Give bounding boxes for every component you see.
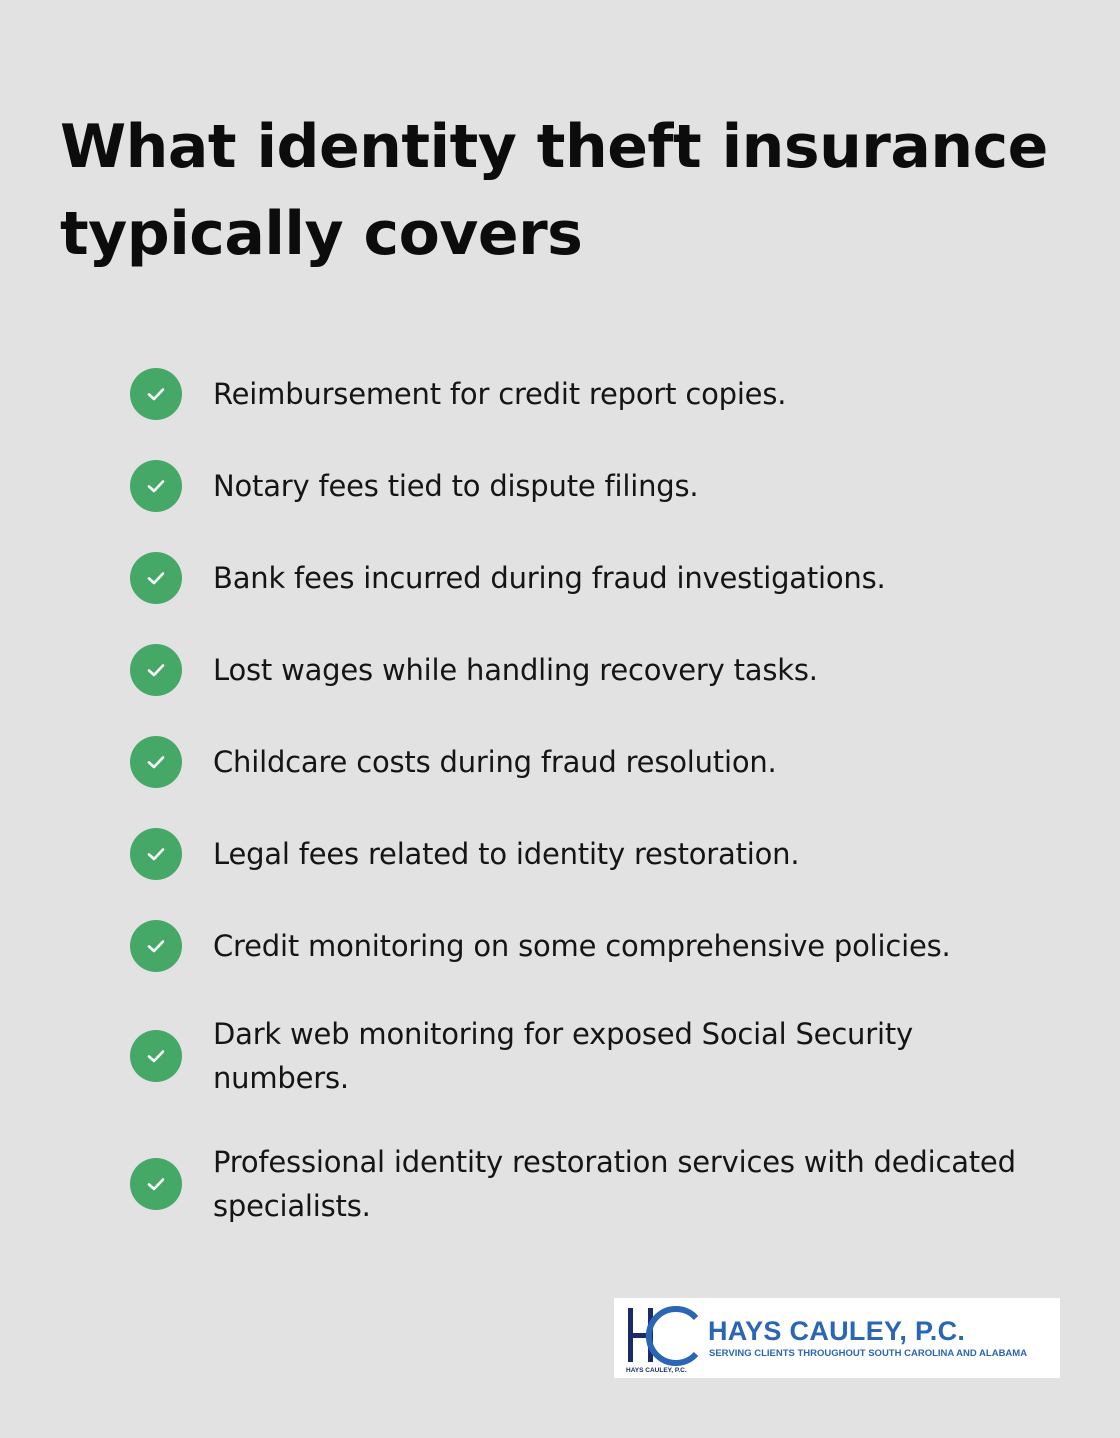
- coverage-list-item: [130, 1012, 1060, 1100]
- coverage-item-text: Dark web monitoring for exposed Social Security numbers.: [213, 1017, 913, 1095]
- coverage-item-text: Reimbursement for credit report copies.: [213, 377, 787, 411]
- coverage-list-item: [130, 828, 1060, 880]
- checkmark-icon: [130, 1030, 182, 1082]
- coverage-item-text: Notary fees tied to dispute filings.: [213, 469, 699, 503]
- coverage-list-item: [130, 1140, 1060, 1228]
- checkmark-icon: [130, 460, 182, 512]
- hc-monogram-icon: [624, 1302, 700, 1368]
- coverage-item-text: Childcare costs during fraud resolution.: [213, 745, 777, 779]
- firm-tagline: SERVING CLIENTS THROUGHOUT SOUTH CAROLINA AND ALABAMA: [709, 1348, 1028, 1359]
- checkmark-icon: [130, 368, 182, 420]
- coverage-item-text: Legal fees related to identity restoration.: [213, 837, 800, 871]
- checkmark-icon: [130, 736, 182, 788]
- company-logo: [614, 1298, 1060, 1378]
- coverage-list-item: [130, 736, 1060, 788]
- logo-small-caption: HAYS CAULEY, P.C.: [626, 1367, 687, 1374]
- coverage-item-text: Bank fees incurred during fraud investigations.: [213, 561, 886, 595]
- coverage-list-item: [130, 644, 1060, 696]
- coverage-item-text: Credit monitoring on some comprehensive policies.: [213, 929, 951, 963]
- checkmark-icon: [130, 920, 182, 972]
- checkmark-icon: [130, 828, 182, 880]
- firm-name: HAYS CAULEY, P.C.: [708, 1316, 966, 1346]
- coverage-list-item: [130, 920, 1060, 972]
- checkmark-icon: [130, 1158, 182, 1210]
- coverage-list-item: [130, 368, 1060, 420]
- coverage-list-item: [130, 552, 1060, 604]
- checkmark-icon: [130, 644, 182, 696]
- checkmark-icon: [130, 552, 182, 604]
- coverage-item-text: Lost wages while handling recovery tasks.: [213, 653, 818, 687]
- coverage-item-text: Professional identity restoration services with dedicated specialists.: [213, 1145, 1016, 1223]
- coverage-list-item: [130, 460, 1060, 512]
- page-title: What identity theft insurance typically covers: [60, 112, 1048, 269]
